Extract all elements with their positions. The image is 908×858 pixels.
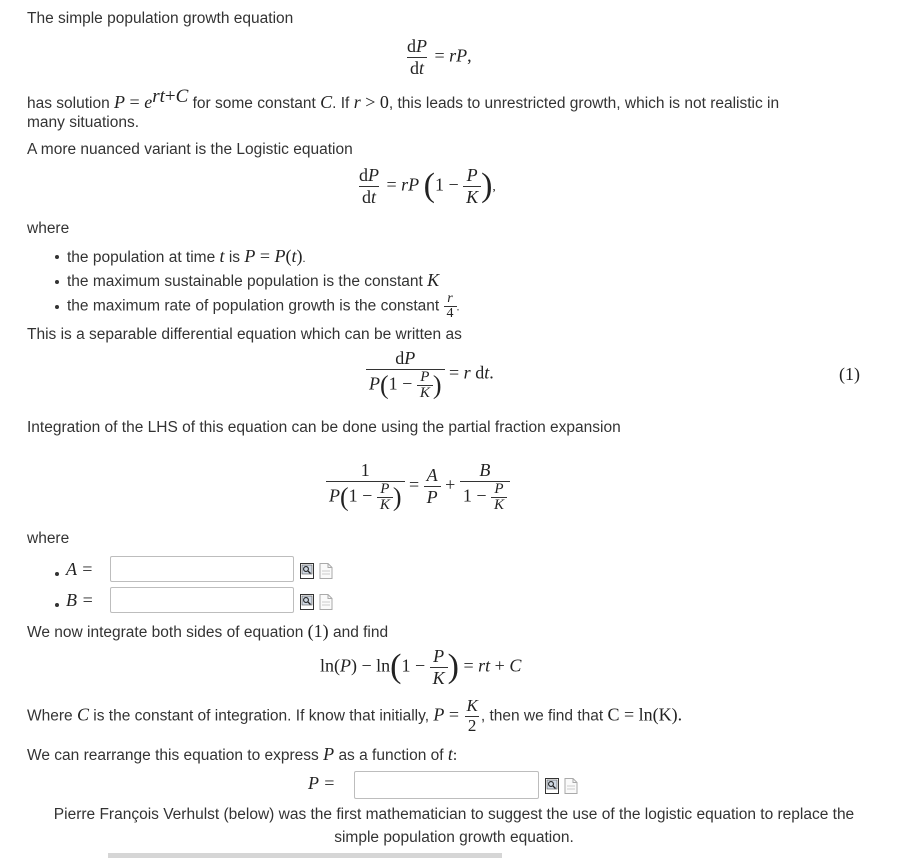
answer-a-input[interactable] (110, 556, 294, 582)
intro-line-1: The simple population growth equation (27, 10, 294, 27)
portrait-image-edge (108, 853, 502, 858)
preview-icon[interactable] (300, 594, 314, 610)
footer-line-2: simple population growth equation. (334, 829, 574, 846)
logistic-where: where (27, 220, 70, 237)
answer-b-label: B = (66, 590, 94, 610)
separable-text: This is a separable differential equation which can be written as (27, 326, 462, 343)
document-icon[interactable] (319, 594, 333, 610)
solution-line-2: many situations. (27, 114, 139, 131)
partial-fraction-equation: 1 P(1 − $\frac{P}{K}$ ) = $\frac{A}{P}$ + B 1 − $\frac{P}{K}$ (326, 460, 510, 513)
bullet-dot (55, 603, 59, 607)
bullet-max-rate: the maximum rate of population growth is the constant $\frac{r}{4}$ . (67, 291, 460, 321)
answer-a-label: A = (66, 559, 94, 579)
integration-text: Integration of the LHS of this equation can be done using the partial fraction expansion (27, 419, 621, 436)
bullet-population: the population at time t is P = P(t). (67, 246, 306, 266)
logistic-intro: A more nuanced variant is the Logistic equation (27, 141, 353, 158)
equation-number: (1) (839, 364, 860, 384)
bullet-dot (55, 255, 59, 259)
simple-growth-equation: $\frac{dP}{dt}$ = rP, (407, 36, 472, 78)
answer-b-input[interactable] (110, 587, 294, 613)
document-icon[interactable] (564, 778, 578, 794)
bullet-dot (55, 572, 59, 576)
integrated-equation: ln(P) − ln(1 − $\frac{P}{K}$ ) = rt + C (320, 646, 522, 688)
integrate-both-line: We now integrate both sides of equation (1) and find (27, 621, 389, 641)
bullet-max-population: the maximum sustainable population is the constant K (67, 270, 440, 290)
bullet-dot (55, 280, 59, 284)
answer-p-label: P = (308, 773, 336, 793)
logistic-equation: $\frac{dP}{dt}$ = rP (1 − $\frac{P}{K}$ ), (359, 165, 496, 207)
separable-equation: dP P(1 − $\frac{P}{K}$ ) = r dt. (366, 348, 494, 401)
preview-icon[interactable] (300, 563, 314, 579)
integration-where: where (27, 530, 70, 547)
answer-p-input[interactable] (354, 771, 539, 799)
document-icon[interactable] (319, 563, 333, 579)
solution-line: has solution $P = e^{rt+C}$ for some constant C. If r > 0, this leads to unrestricted growth, which is not realistic in (27, 86, 780, 113)
constant-line: Where C is the constant of integration. If know that initially, P = $\frac{K}{2}$ , then we find that C = ln(K). (27, 696, 683, 735)
bullet-dot (55, 305, 59, 309)
footer-line-1: Pierre François Verhulst (below) was the first mathematician to suggest the use of the logistic equation to replace the (53, 806, 855, 823)
rearrange-line: We can rearrange this equation to express P as a function of t: (27, 744, 458, 764)
preview-icon[interactable] (545, 778, 559, 794)
